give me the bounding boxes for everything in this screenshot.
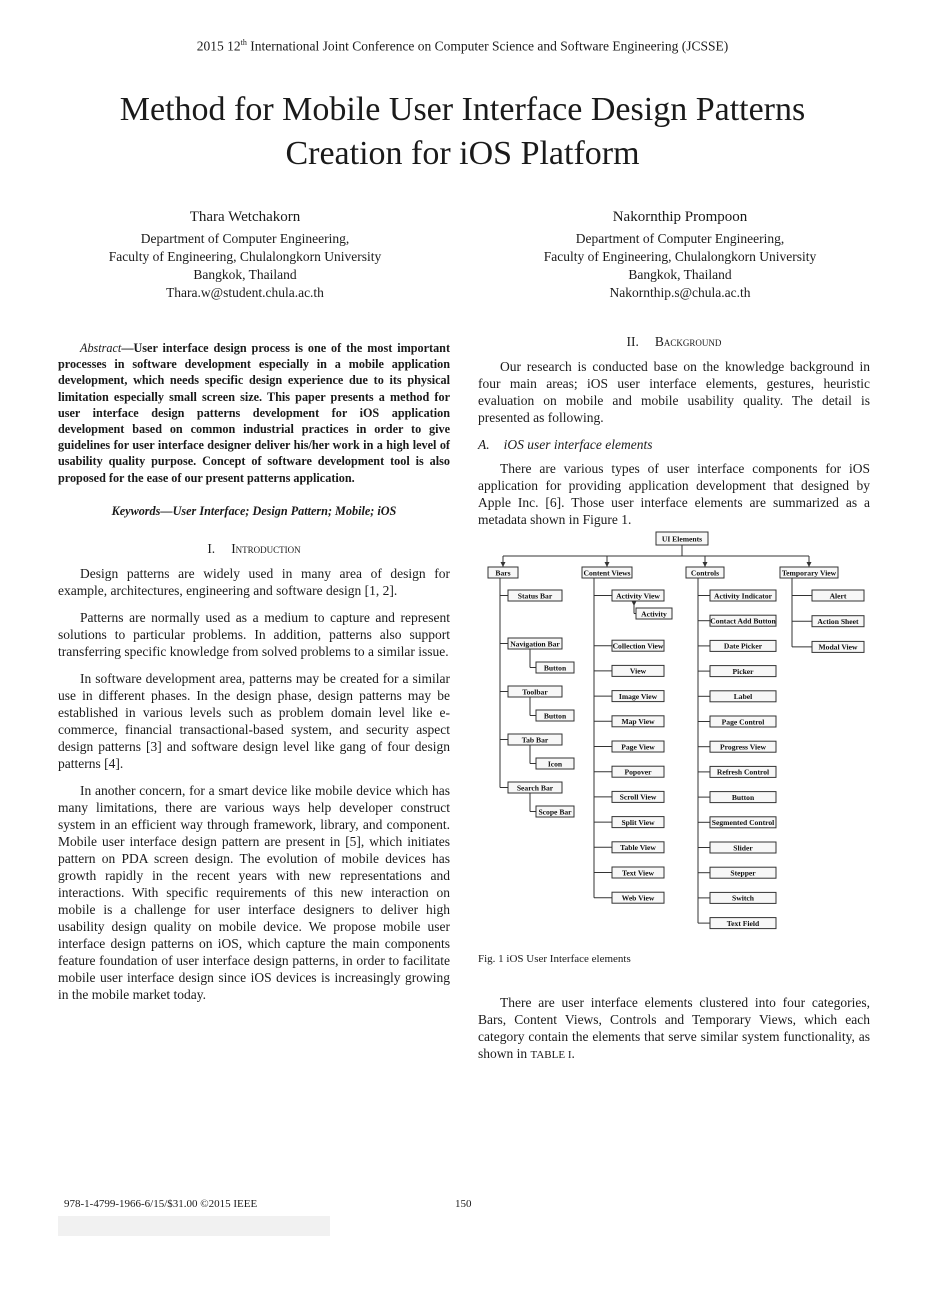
item-navigation-bar [508, 638, 562, 649]
subsection-title: iOS user interface elements [503, 437, 653, 452]
title-line-2: Creation for iOS Platform [285, 135, 640, 172]
section-title: Background [654, 334, 722, 349]
right-column [478, 333, 870, 1074]
item-switch [710, 892, 776, 903]
item-alert [812, 590, 864, 601]
subsection-paragraph: There are various types of user interface components for iOS application for providing application development that designed by Apple Inc. [6]. Those user interface elements are summarized as a metadata shown in Figure 1. [478, 461, 870, 527]
category-controls-label: Controls [690, 568, 720, 578]
item-segmented-control-label: Segmented Control [711, 818, 775, 828]
item-table-view [612, 842, 664, 853]
item-map-view-label: Map View [621, 717, 655, 727]
left-column [58, 340, 450, 1013]
item-action-sheet-label: Action Sheet [817, 617, 859, 626]
item-refresh-control-label: Refresh Control [716, 767, 770, 777]
subitem-activity-label: Activity [641, 609, 667, 619]
item-date-picker [710, 640, 776, 651]
subsection-heading [478, 436, 870, 453]
category-content-views [582, 567, 632, 578]
item-button-label: Button [731, 792, 755, 802]
abstract-dash: — [121, 341, 134, 355]
conference-year: 2015 12 [196, 38, 241, 54]
item-search-bar [508, 782, 562, 793]
item-toolbar-label: Toolbar [522, 687, 548, 697]
tree-root-ui-elements [656, 532, 708, 545]
category-controls [686, 567, 724, 578]
footer-copyright: 978-1-4799-1966-6/15/$31.00 ©2015 IEEE [64, 1198, 258, 1210]
item-text-view [612, 867, 664, 878]
category-bars-label: Bars [495, 568, 511, 578]
footer-strip [58, 1216, 330, 1236]
after-figure-paragraph [478, 994, 870, 1064]
subitem-scope-bar-label: Scope Bar [538, 807, 572, 817]
paper-title [40, 88, 885, 176]
section-title: Introduction [231, 540, 301, 556]
item-map-view [612, 716, 664, 727]
item-stepper [710, 867, 776, 878]
abstract-text: User interface design process is one of the most important processes in software development especially in a mobile application development, which needs specific design experience due to its physical limitation especially small screen size. This paper presents a method for user interface design patterns development for iOS application development based on common industrial practices in order to give guidelines for user interface designer deliver his/her work in a high level of usability quality purpose. Concept of software development tool is also proposed for the ease of our present patterns application. [58, 341, 450, 485]
subsection-letter: A. [478, 437, 490, 452]
table-reference: TABLE I [530, 1049, 572, 1061]
category-arrow-temporary-view [807, 562, 812, 567]
item-activity-indicator-label: Activity Indicator [714, 591, 772, 601]
author-name: Thara Wetchakorn [189, 209, 301, 225]
item-text-view-label: Text View [622, 868, 654, 878]
item-contact-add-button [710, 615, 776, 626]
category-arrow-content-views [605, 562, 610, 567]
category-arrow-controls [703, 562, 708, 567]
item-split-view-label: Split View [621, 817, 655, 827]
item-image-view [612, 691, 664, 702]
conference-name: International Joint Conference on Computer Science and Software Engineering (JCSSE) [246, 38, 729, 54]
conference-ordinal-suffix: th [240, 38, 247, 47]
after-figure-text: There are user interface elements clustered into four categories, Bars, Content Views, Controls and Temporary Views, which each category contain the elements that serve similar system functionality, as shown in [478, 995, 870, 1061]
intro-paragraph-2: Patterns are normally used as a medium to capture and represent solutions to particular problems. In addition, patterns also support transferring specific knowledge from solved problems to a similar issue. [58, 609, 450, 659]
abstract-label: Abstract [80, 341, 122, 355]
item-segmented-control [710, 817, 776, 828]
item-view-label: View [629, 666, 647, 676]
author-department: Department of Computer Engineering, [140, 231, 350, 246]
item-page-control-label: Page Control [721, 717, 765, 727]
item-modal-view [812, 641, 864, 652]
item-popover-label: Popover [624, 767, 652, 777]
subitem-scope-bar [536, 806, 574, 817]
item-page-view-label: Page View [621, 742, 655, 752]
category-temporary-view [780, 567, 838, 578]
figure-caption: Fig. 1 iOS User Interface elements [478, 953, 631, 965]
category-bars [488, 567, 518, 578]
item-text-field-label: Text Field [726, 918, 760, 928]
item-collection-view-label: Collection View [612, 641, 664, 651]
item-tab-bar [508, 734, 562, 745]
item-refresh-control [710, 766, 776, 777]
subitem-button-label: Button [543, 663, 567, 673]
author-city: Bangkok, Thailand [193, 267, 297, 282]
item-collection-view [612, 640, 664, 651]
item-view [612, 665, 664, 676]
item-split-view [612, 817, 664, 828]
background-paragraph: Our research is conducted base on the knowledge background in four main areas; iOS user interface elements, gestures, heuristic evaluation on mobile and mobile usability quality. The detail is presented as following. [478, 359, 870, 425]
subitem-button-label: Button [543, 711, 567, 721]
item-slider [710, 842, 776, 853]
item-label [710, 691, 776, 702]
author-department: Department of Computer Engineering, [575, 231, 785, 246]
author-faculty: Faculty of Engineering, Chulalongkorn University [108, 249, 382, 264]
item-tab-bar-label: Tab Bar [521, 735, 549, 745]
item-modal-view-label: Modal View [818, 642, 858, 652]
item-alert-label: Alert [829, 591, 847, 601]
subitem-icon [536, 758, 574, 769]
item-web-view-label: Web View [621, 893, 655, 903]
page-number: 150 [455, 1198, 472, 1210]
item-button [710, 792, 776, 803]
item-action-sheet [812, 616, 864, 627]
item-search-bar-label: Search Bar [516, 783, 554, 793]
item-web-view [612, 892, 664, 903]
item-page-view [612, 741, 664, 752]
intro-paragraph-4: In another concern, for a smart device like mobile device which has many limitations, there are various ways help developer construct system in an efficient way through framework, library, and component. Mobile user interface design pattern are present in [5], which initiates pattern on PDA screen design. The evolution of mobile devices has growth rapidly in the recent years with new representations and interactions. With specific requirements of this new interaction on mobile is a challenge for user interface designers to deliver high usability design quality on mobile device. We propose mobile user interface design patterns on iOS, which capture the main components feature foundation of user interface design patterns, in order to facilitate mobile user interface design since iOS devices is increasingly growing in the mobile market today. [58, 782, 450, 1002]
abstract [58, 340, 450, 486]
table-reference-end: . [571, 1046, 575, 1061]
item-status-bar [508, 590, 562, 601]
section-number: II. [626, 334, 639, 349]
category-temporary-view-label: Temporary View [781, 568, 837, 578]
item-popover [612, 766, 664, 777]
item-slider-label: Slider [733, 843, 753, 853]
item-status-bar-label: Status Bar [517, 591, 553, 601]
item-scroll-view-label: Scroll View [619, 792, 657, 802]
title-line-1: Method for Mobile User Interface Design Patterns [119, 91, 806, 128]
sub-arrow-activity [632, 601, 637, 606]
item-activity-view-label: Activity View [616, 591, 660, 601]
author-block-2 [495, 208, 865, 302]
item-image-view-label: Image View [618, 691, 658, 701]
item-page-control [710, 716, 776, 727]
section-heading-introduction [58, 540, 450, 557]
item-contact-add-button-label: Contact Add Button [710, 616, 776, 626]
author-name: Nakornthip Prompoon [612, 209, 748, 225]
author-city: Bangkok, Thailand [628, 267, 732, 282]
item-date-picker-label: Date Picker [723, 641, 763, 651]
subitem-button [536, 710, 574, 721]
conference-header [0, 38, 925, 55]
item-progress-view-label: Progress View [720, 742, 766, 752]
item-picker-label: Picker [732, 666, 754, 676]
author-email: Thara.w@student.chula.ac.th [166, 285, 324, 300]
intro-paragraph-3: In software development area, patterns may be created for a similar use in different phases. In the design phase, design patterns may be established in various levels such as problem domain level like e-commerce, financial transactional-based system, and security aspect design patterns [3] and software design level like gang of four design patterns [4]. [58, 670, 450, 771]
item-activity-view [612, 590, 664, 601]
item-text-field [710, 918, 776, 929]
subitem-activity [636, 608, 672, 619]
intro-paragraph-1: Design patterns are widely used in many area of design for example, architectures, engineering and software design [1, 2]. [58, 565, 450, 598]
category-content-views-label: Content Views [583, 568, 631, 578]
item-activity-indicator [710, 590, 776, 601]
item-switch-label: Switch [732, 893, 754, 903]
author-email: Nakornthip.s@chula.ac.th [609, 285, 751, 300]
category-arrow-bars [501, 562, 506, 567]
section-number: I. [207, 540, 216, 556]
subitem-button [536, 662, 574, 673]
item-label-label: Label [733, 692, 753, 702]
item-toolbar [508, 686, 562, 697]
item-table-view-label: Table View [620, 843, 656, 853]
keywords: Keywords—User Interface; Design Pattern; Mobile; iOS [111, 503, 397, 518]
author-block-1 [60, 208, 430, 302]
item-progress-view [710, 741, 776, 752]
author-faculty: Faculty of Engineering, Chulalongkorn University [543, 249, 817, 264]
item-stepper-label: Stepper [730, 868, 756, 878]
section-heading-background [478, 333, 870, 350]
item-picker [710, 666, 776, 677]
figure-ui-elements-tree [478, 530, 870, 945]
item-scroll-view [612, 791, 664, 802]
tree-root-ui-elements-label: UI Elements [661, 534, 703, 544]
item-navigation-bar-label: Navigation Bar [510, 639, 560, 649]
subitem-icon-label: Icon [547, 759, 563, 769]
